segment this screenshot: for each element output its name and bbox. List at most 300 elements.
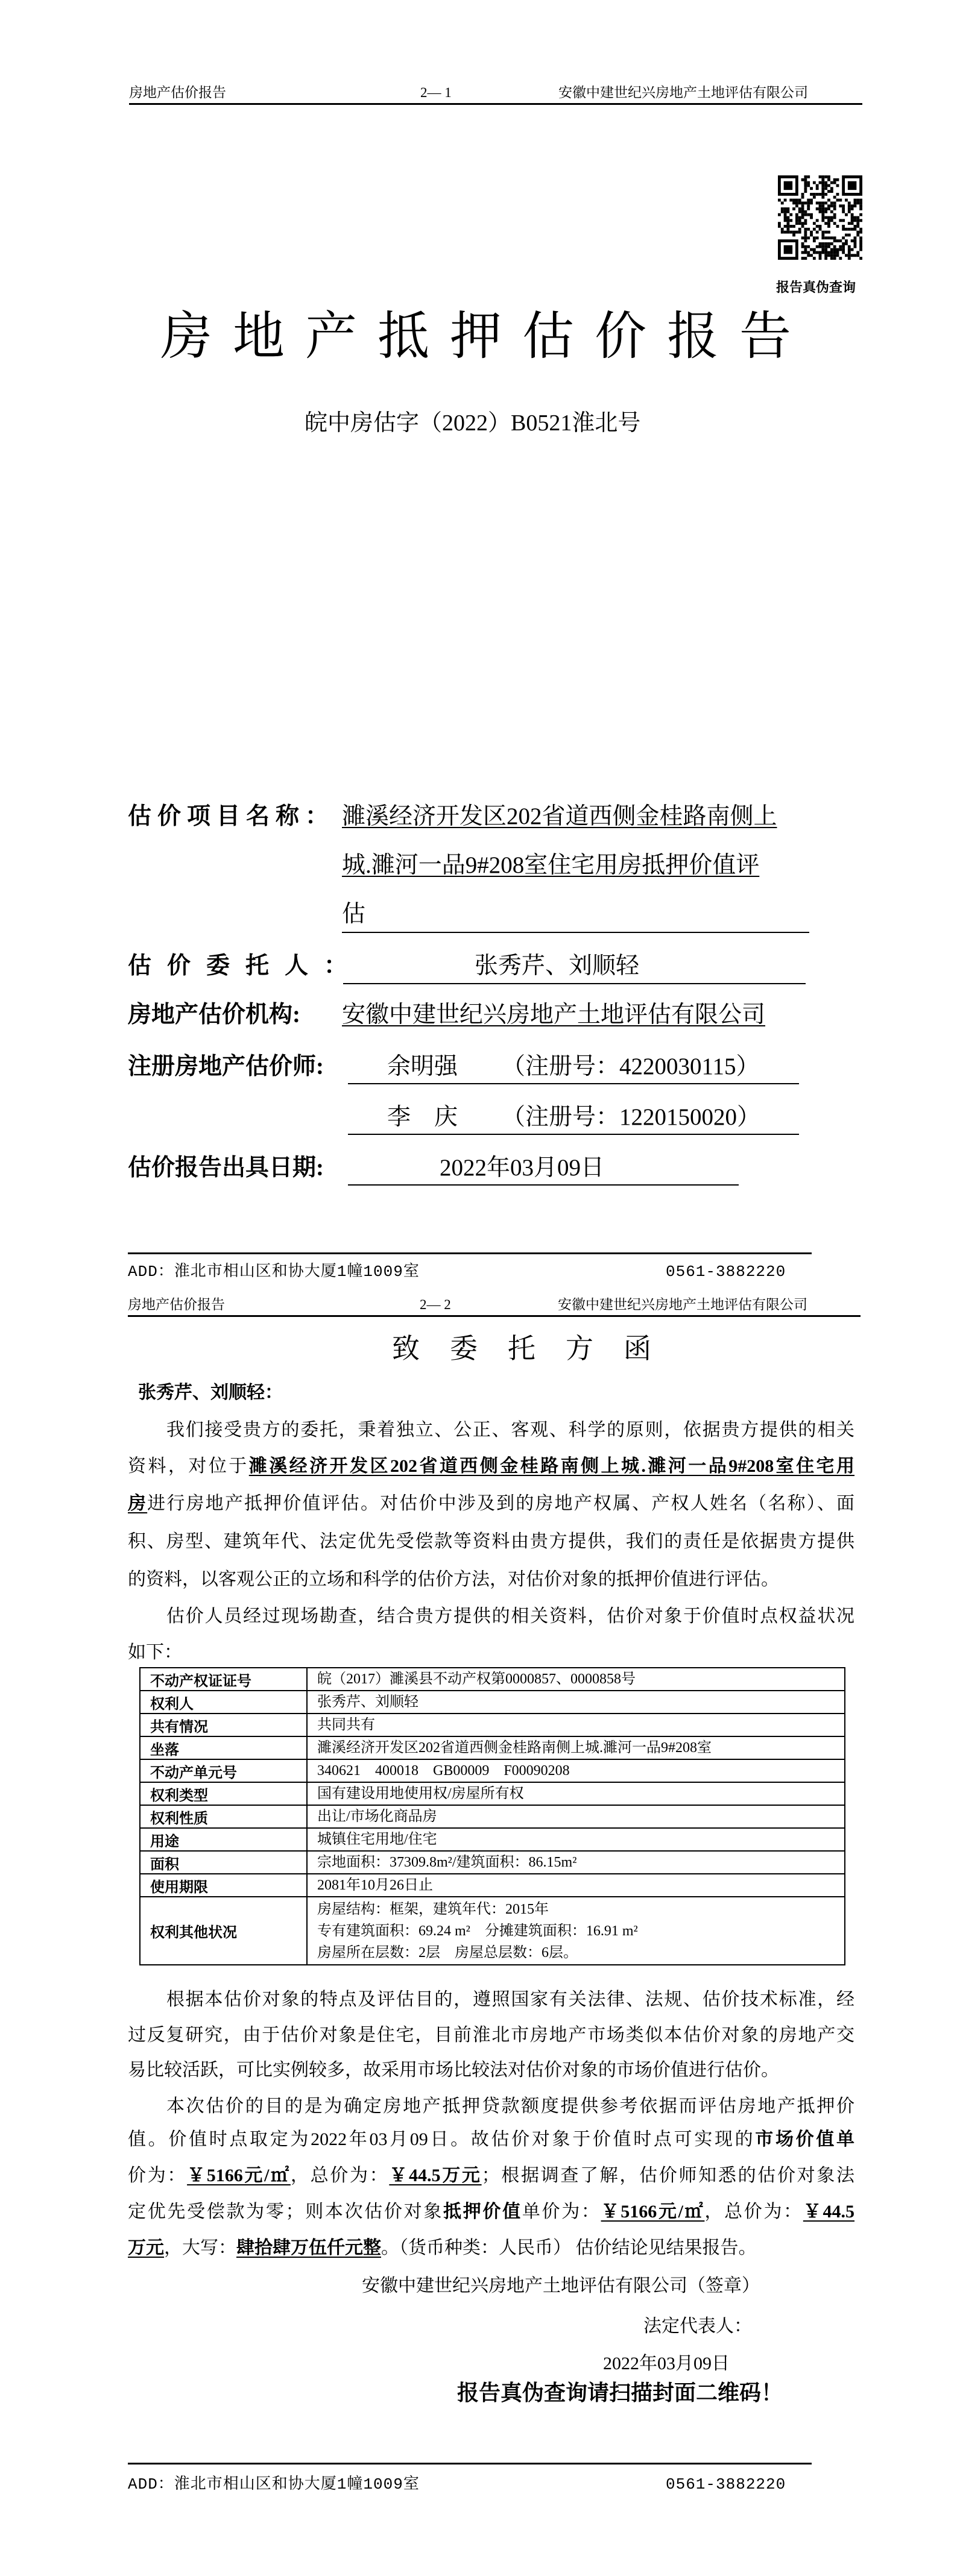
- qr-module: [784, 213, 787, 216]
- qr-module: [801, 178, 804, 181]
- paragraph-line: [128, 2200, 854, 2224]
- qr-module: [804, 236, 807, 239]
- qr-module: [827, 207, 830, 210]
- qr-module: [854, 228, 857, 231]
- row-label: 不动产单元号: [140, 1759, 307, 1782]
- qr-module: [824, 257, 827, 260]
- emphasized-text: ￥44.5万元: [389, 2166, 482, 2185]
- paragraph-line: [166, 1988, 854, 2012]
- qr-module: [824, 216, 827, 219]
- qr-module: [848, 228, 851, 231]
- qr-module: [833, 254, 836, 257]
- qr-module: [781, 210, 784, 213]
- table-row: [140, 1782, 845, 1805]
- text-segment: ，总价为：: [290, 2166, 390, 2185]
- footer-divider: [128, 2463, 812, 2464]
- qr-module: [830, 201, 833, 204]
- qr-module: [804, 231, 807, 234]
- qr-module: [859, 207, 862, 210]
- qr-module: [848, 181, 856, 190]
- qr-module: [848, 251, 851, 254]
- footer-phone: 0561-3882220: [666, 2475, 786, 2493]
- qr-module: [801, 245, 804, 248]
- qr-module: [827, 216, 830, 219]
- row-label: 面积: [140, 1851, 307, 1874]
- qr-module: [833, 181, 836, 184]
- qr-module: [824, 236, 827, 239]
- row-value: [307, 1805, 845, 1828]
- qr-module: [804, 184, 807, 187]
- underline: [342, 932, 809, 933]
- qr-module: [821, 196, 824, 199]
- row-value: [307, 1897, 845, 1965]
- header-right: 安徽中建世纪兴房地产土地评估有限公司: [558, 1297, 807, 1312]
- qr-module: [833, 204, 836, 207]
- qr-module: [810, 248, 813, 251]
- qr-module: [830, 254, 833, 257]
- qr-module: [851, 204, 854, 207]
- qr-module: [856, 219, 859, 222]
- paragraph-line: [128, 2236, 854, 2260]
- table-row: [140, 1714, 845, 1736]
- qr-module: [821, 219, 824, 222]
- qr-module: [845, 228, 848, 231]
- row-value: [307, 1714, 845, 1736]
- qr-module: [795, 222, 798, 225]
- footer-phone: 0561-3882220: [666, 1263, 786, 1281]
- emphasized-text: 肆拾肆万伍仟元整: [236, 2238, 381, 2258]
- qr-module: [827, 245, 830, 248]
- qr-module: [824, 181, 827, 184]
- row-label: 权利类型: [140, 1782, 307, 1805]
- qr-module: [830, 216, 833, 219]
- text-segment: 如下：: [128, 1642, 182, 1662]
- qr-module: [848, 248, 851, 251]
- qr-module: [816, 193, 819, 196]
- qr-module: [819, 225, 822, 228]
- appraiser-reg-number: （注册号：4220030115）: [502, 1054, 760, 1079]
- text-segment: 。（货币种类：人民币） 估价结论见结果报告。: [381, 2238, 757, 2258]
- qr-module: [856, 199, 859, 202]
- qr-module: [810, 216, 813, 219]
- footer-address: ADD：淮北市相山区和协大厦1幢1009室: [128, 2475, 420, 2493]
- qr-module: [856, 222, 859, 225]
- project-name-line: 估: [342, 901, 366, 927]
- qr-module: [842, 219, 845, 222]
- text-segment: 易比较活跃，可比实例较多，故采用市场比较法对估价对象的市场价值进行估价。: [128, 2060, 779, 2080]
- table-row: [140, 1691, 845, 1714]
- footer-divider: [128, 1252, 812, 1254]
- qr-module: [813, 236, 816, 239]
- verify-note: 报告真伪查询请扫描封面二维码！: [457, 2381, 783, 2405]
- qr-module: [821, 184, 824, 187]
- emphasized-text: 万元: [128, 2238, 164, 2258]
- value-line: 皖（2017）濉溪县不动产权第0000857、0000858号: [317, 1671, 636, 1687]
- footer-address: ADD：淮北市相山区和协大厦1幢1009室: [128, 1263, 420, 1281]
- qr-module: [827, 184, 830, 187]
- qr-module: [813, 248, 816, 251]
- qr-module: [792, 199, 795, 202]
- qr-module: [807, 199, 810, 202]
- qr-module: [824, 187, 827, 190]
- qr-module: [801, 251, 804, 254]
- text-segment: ，大写：: [164, 2238, 236, 2258]
- qr-module: [821, 231, 824, 234]
- header-left: 房地产估价报告: [128, 1297, 225, 1312]
- value-line: 城镇住宅用地/住宅: [317, 1832, 437, 1847]
- client-label: 估价委托人：: [128, 953, 364, 979]
- qr-module: [821, 248, 824, 251]
- qr-module: [778, 213, 781, 216]
- qr-module: [813, 239, 816, 242]
- qr-module: [813, 196, 816, 199]
- qr-module: [781, 231, 784, 234]
- qr-module: [821, 251, 824, 254]
- qr-module: [813, 251, 816, 254]
- qr-module: [851, 207, 854, 210]
- qr-module: [789, 231, 792, 234]
- qr-module: [819, 254, 822, 257]
- qr-module: [859, 204, 862, 207]
- qr-module: [786, 216, 789, 219]
- qr-module: [854, 225, 857, 228]
- qr-module: [821, 204, 824, 207]
- qr-module: [824, 175, 827, 178]
- qr-module: [856, 231, 859, 234]
- qr-module: [819, 228, 822, 231]
- qr-module: [851, 222, 854, 225]
- qr-module: [836, 239, 839, 242]
- paragraph-line: [128, 1568, 854, 1592]
- table-row: [140, 1828, 845, 1851]
- qr-module: [839, 219, 842, 222]
- qr-module: [804, 219, 807, 222]
- qr-module: [859, 242, 862, 245]
- text-segment: ；根据调查了解，估价师知悉的估价对象法: [481, 2166, 855, 2185]
- underline: [348, 1184, 739, 1186]
- paragraph-line: [128, 1492, 854, 1516]
- qr-module: [839, 245, 842, 248]
- header-page-number: 2— 1: [420, 85, 452, 100]
- qr-module: [819, 193, 822, 196]
- text-segment: 的资料，以客观公正的立场和科学的估价方法，对估价对象的抵押价值进行评估。: [128, 1569, 779, 1589]
- qr-module: [845, 213, 848, 216]
- text-segment: 根据本估价对象的特点及评估目的，遵照国家有关法律、法规、估价技术标准，经: [166, 1990, 854, 2009]
- paragraph-line: [166, 1604, 854, 1629]
- qr-module: [781, 207, 784, 210]
- qr-module: [842, 204, 845, 207]
- qr-module: [816, 225, 819, 228]
- qr-module: [819, 245, 822, 248]
- qr-module: [778, 222, 781, 225]
- qr-module: [819, 207, 822, 210]
- qr-module: [859, 236, 862, 239]
- paragraph-line: [128, 2058, 854, 2082]
- qr-module: [833, 239, 836, 242]
- row-label: 不动产权证证号: [140, 1668, 307, 1691]
- agency-label: 房地产估价机构:: [128, 1002, 300, 1028]
- row-label: 共有情况: [140, 1714, 307, 1736]
- qr-module: [821, 175, 824, 178]
- qr-module: [848, 257, 851, 260]
- qr-module: [845, 242, 848, 245]
- qr-module: [824, 231, 827, 234]
- qr-module: [804, 257, 807, 260]
- qr-module: [839, 257, 842, 260]
- qr-module: [816, 201, 819, 204]
- qr-module: [854, 242, 857, 245]
- qr-module: [789, 199, 792, 202]
- row-value: [307, 1782, 845, 1805]
- qr-module: [813, 222, 816, 225]
- qr-module: [842, 245, 845, 248]
- qr-module: [854, 216, 857, 219]
- qr-module: [827, 236, 830, 239]
- row-label: 权利其他状况: [140, 1897, 307, 1965]
- qr-module: [833, 201, 836, 204]
- paragraph-line: [166, 1418, 854, 1442]
- qr-module: [824, 248, 827, 251]
- qr-module: [804, 178, 807, 181]
- qr-module: [798, 222, 801, 225]
- qr-module: [821, 181, 824, 184]
- qr-module: [845, 239, 848, 242]
- qr-module: [804, 239, 807, 242]
- row-label: 权利人: [140, 1691, 307, 1714]
- qr-module: [807, 254, 810, 257]
- text-segment: 单价为：: [522, 2202, 601, 2222]
- qr-module: [836, 254, 839, 257]
- qr-module: [792, 231, 795, 234]
- qr-module: [821, 201, 824, 204]
- qr-module: [795, 216, 798, 219]
- qr-module: [836, 251, 839, 254]
- qr-module: [816, 207, 819, 210]
- qr-code-icon[interactable]: [778, 175, 862, 260]
- qr-module: [804, 175, 807, 178]
- qr-module: [804, 222, 807, 225]
- qr-module: [804, 190, 807, 193]
- qr-module: [827, 254, 830, 257]
- qr-module: [801, 236, 804, 239]
- qr-module: [821, 213, 824, 216]
- qr-module: [778, 199, 781, 202]
- qr-module: [845, 254, 848, 257]
- value-line: 340621 400018 GB00009 F00090208: [317, 1763, 570, 1779]
- issue-date-label: 估价报告出具日期:: [128, 1155, 324, 1181]
- qr-module: [819, 257, 822, 260]
- table-row: [140, 1851, 845, 1874]
- emphasized-text: ￥44.5: [803, 2202, 855, 2222]
- qr-module: [821, 236, 824, 239]
- qr-module: [859, 231, 862, 234]
- qr-module: [789, 219, 792, 222]
- qr-module: [848, 245, 851, 248]
- qr-module: [848, 254, 851, 257]
- qr-module: [816, 245, 819, 248]
- underline: [348, 1134, 799, 1135]
- qr-module: [781, 228, 784, 231]
- qr-module: [804, 228, 807, 231]
- header-divider: [129, 103, 862, 105]
- qr-module: [819, 181, 822, 184]
- qr-module: [848, 204, 851, 207]
- qr-module: [792, 225, 795, 228]
- qr-module: [807, 236, 810, 239]
- qr-module: [801, 222, 804, 225]
- qr-module: [819, 175, 822, 178]
- header-right: 安徽中建世纪兴房地产土地评估有限公司: [558, 85, 808, 100]
- emphasized-text: 房: [128, 1494, 148, 1513]
- qr-module: [798, 219, 801, 222]
- qr-module: [851, 239, 854, 242]
- qr-module: [848, 222, 851, 225]
- qr-module: [851, 213, 854, 216]
- qr-module: [848, 210, 851, 213]
- qr-module: [830, 248, 833, 251]
- qr-module: [833, 248, 836, 251]
- qr-module: [854, 245, 857, 248]
- qr-module: [842, 242, 845, 245]
- qr-module: [789, 213, 792, 216]
- qr-module: [813, 257, 816, 260]
- header-page-number: 2— 2: [420, 1297, 451, 1312]
- agency-value: 安徽中建世纪兴房地产土地评估有限公司: [342, 1002, 766, 1028]
- qr-module: [816, 236, 819, 239]
- qr-module: [821, 178, 824, 181]
- qr-module: [833, 216, 836, 219]
- qr-module: [845, 234, 848, 237]
- qr-module: [801, 213, 804, 216]
- qr-module: [836, 193, 839, 196]
- qr-module: [859, 201, 862, 204]
- text-segment: 定优先受偿款为零；则本次估价对象: [128, 2202, 444, 2222]
- emphasized-text: 抵押价值: [443, 2202, 522, 2222]
- qr-module: [804, 234, 807, 237]
- qr-module: [816, 231, 819, 234]
- qr-module: [804, 248, 807, 251]
- qr-module: [798, 216, 801, 219]
- qr-module: [827, 219, 830, 222]
- qr-module: [848, 201, 851, 204]
- qr-module: [854, 201, 857, 204]
- qr-module: [810, 213, 813, 216]
- qr-module: [784, 225, 787, 228]
- row-value: [307, 1759, 845, 1782]
- report-number: 皖中房估字（2022）B0521淮北号: [305, 410, 641, 436]
- qr-module: [824, 184, 827, 187]
- qr-module: [851, 254, 854, 257]
- qr-module: [842, 236, 845, 239]
- project-name-line: 城.濉河一品9#208室住宅用房抵押价值评: [342, 852, 760, 878]
- qr-module: [810, 187, 813, 190]
- text-segment: 我们接受贵方的委托，秉着独立、公正、客观、科学的原则，依据贵方提供的相关: [166, 1420, 854, 1440]
- qr-module: [786, 228, 789, 231]
- qr-module: [804, 187, 807, 190]
- text-segment: ，总价为：: [704, 2202, 803, 2222]
- text-segment: 估价人员经过现场勘查，结合贵方提供的相关资料，估价对象于价值时点权益状况: [166, 1606, 854, 1626]
- qr-module: [836, 178, 839, 181]
- qr-module: [816, 184, 819, 187]
- qr-module: [786, 207, 789, 210]
- qr-module: [784, 207, 787, 210]
- text-segment: 价为：: [128, 2166, 188, 2185]
- qr-module: [854, 236, 857, 239]
- qr-module: [795, 219, 798, 222]
- value-line: 濉溪经济开发区202省道西侧金桂路南侧上城.濉河一品9#208室: [317, 1740, 712, 1756]
- paragraph-line: [128, 1641, 854, 1665]
- qr-module: [801, 196, 804, 199]
- qr-module: [801, 257, 804, 260]
- table-row: [140, 1805, 845, 1828]
- table-row: [140, 1736, 845, 1759]
- qr-module: [833, 257, 836, 260]
- qr-module: [821, 234, 824, 237]
- value-line: 2081年10月26日止: [317, 1877, 433, 1893]
- paragraph-line: [128, 2023, 854, 2047]
- qr-module: [821, 210, 824, 213]
- qr-module: [830, 219, 833, 222]
- qr-module: [804, 181, 807, 184]
- paragraph-line: [166, 2094, 854, 2119]
- legal-representative: 法定代表人：: [643, 2316, 752, 2336]
- qr-module: [824, 254, 827, 257]
- qr-module: [816, 187, 819, 190]
- qr-module: [795, 204, 798, 207]
- qr-module: [856, 251, 859, 254]
- qr-module: [816, 219, 819, 222]
- qr-module: [784, 181, 792, 190]
- qr-module: [798, 201, 801, 204]
- qr-module: [801, 210, 804, 213]
- qr-module: [830, 181, 833, 184]
- qr-module: [833, 251, 836, 254]
- header-left: 房地产估价报告: [129, 85, 226, 100]
- qr-module: [830, 204, 833, 207]
- qr-module: [789, 225, 792, 228]
- qr-module: [804, 201, 807, 204]
- qr-module: [859, 239, 862, 242]
- qr-module: [786, 225, 789, 228]
- qr-module: [810, 234, 813, 237]
- qr-module: [845, 199, 848, 202]
- qr-module: [830, 242, 833, 245]
- qr-module: [798, 207, 801, 210]
- qr-module: [839, 239, 842, 242]
- qr-module: [821, 187, 824, 190]
- qr-module: [833, 178, 836, 181]
- text-segment: 本次估价的目的是为确定房地产抵押贷款额度提供参考依据而评估房地产抵押价: [166, 2096, 854, 2116]
- qr-module: [807, 228, 810, 231]
- qr-module: [824, 245, 827, 248]
- qr-module: [807, 175, 810, 178]
- qr-module: [836, 199, 839, 202]
- qr-module: [842, 210, 845, 213]
- text-segment: 资料，对位于: [128, 1456, 249, 1476]
- qr-module: [816, 251, 819, 254]
- value-line: 房屋所在层数：2层 房屋总层数：6层。: [317, 1944, 578, 1961]
- qr-module: [801, 207, 804, 210]
- qr-module: [821, 190, 824, 193]
- qr-module: [819, 204, 822, 207]
- value-line: 国有建设用地使用权/房屋所有权: [317, 1786, 524, 1802]
- row-label: 用途: [140, 1828, 307, 1851]
- qr-module: [830, 251, 833, 254]
- qr-module: [807, 184, 810, 187]
- qr-module: [784, 219, 787, 222]
- qr-module: [827, 222, 830, 225]
- project-name-line: 濉溪经济开发区202省道西侧金桂路南侧上: [342, 803, 777, 829]
